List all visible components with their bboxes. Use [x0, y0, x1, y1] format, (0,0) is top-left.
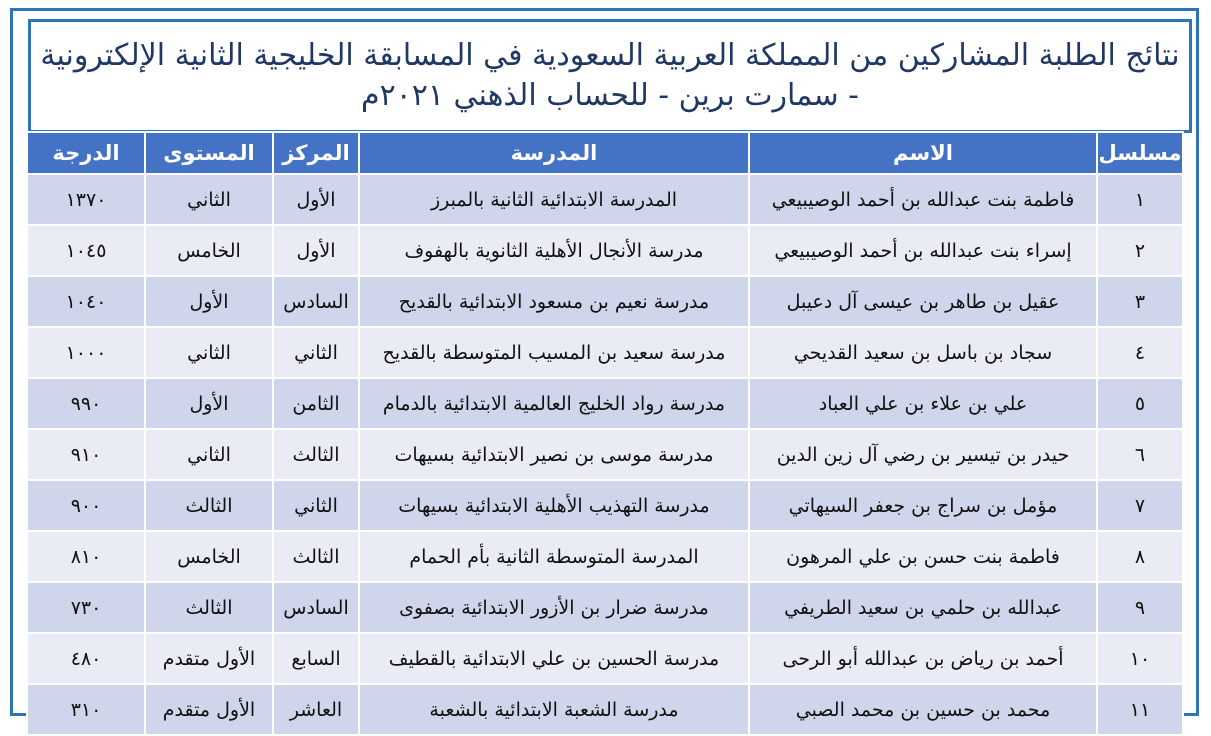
cell-serial: ٣ — [1097, 276, 1183, 327]
cell-rank: الثاني — [273, 327, 359, 378]
cell-level: الخامس — [145, 225, 273, 276]
cell-level: الأول متقدم — [145, 633, 273, 684]
cell-serial: ٥ — [1097, 378, 1183, 429]
cell-score: ١٣٧٠ — [27, 174, 145, 225]
cell-rank: السادس — [273, 582, 359, 633]
cell-rank: الثامن — [273, 378, 359, 429]
header-row — [27, 132, 1183, 174]
cell-name: سجاد بن باسل بن سعيد القديحي — [749, 327, 1097, 378]
table-row — [27, 276, 1183, 327]
header-level: المستوى — [145, 132, 273, 174]
cell-score: ٩٩٠ — [27, 378, 145, 429]
table-row — [27, 327, 1183, 378]
title-line-1: نتائج الطلبة المشاركين من المملكة العربية السعودية في المسابقة الخليجية الثانية الإلكترونية — [40, 38, 1180, 73]
cell-serial: ٤ — [1097, 327, 1183, 378]
table-row — [27, 429, 1183, 480]
cell-name: فاطمة بنت عبدالله بن أحمد الوصيبيعي — [749, 174, 1097, 225]
table-row — [27, 633, 1183, 684]
cell-level: الخامس — [145, 531, 273, 582]
results-table — [26, 131, 1184, 736]
cell-school: مدرسة نعيم بن مسعود الابتدائية بالقديح — [359, 276, 749, 327]
cell-serial: ١١ — [1097, 684, 1183, 735]
cell-score: ٤٨٠ — [27, 633, 145, 684]
cell-score: ٣١٠ — [27, 684, 145, 735]
cell-name: أحمد بن رياض بن عبدالله أبو الرحى — [749, 633, 1097, 684]
cell-serial: ٩ — [1097, 582, 1183, 633]
cell-school: مدرسة سعيد بن المسيب المتوسطة بالقديح — [359, 327, 749, 378]
cell-score: ١٠٤٥ — [27, 225, 145, 276]
cell-rank: الثاني — [273, 480, 359, 531]
cell-name: محمد بن حسين بن محمد الصبي — [749, 684, 1097, 735]
table-row — [27, 684, 1183, 735]
cell-level: الأول — [145, 378, 273, 429]
cell-serial: ١٠ — [1097, 633, 1183, 684]
cell-level: الثاني — [145, 429, 273, 480]
cell-rank: الأول — [273, 225, 359, 276]
cell-serial: ٧ — [1097, 480, 1183, 531]
cell-school: المدرسة الابتدائية الثانية بالمبرز — [359, 174, 749, 225]
cell-school: مدرسة الشعبة الابتدائية بالشعبة — [359, 684, 749, 735]
cell-school: مدرسة ضرار بن الأزور الابتدائية بصفوى — [359, 582, 749, 633]
cell-level: الثالث — [145, 480, 273, 531]
cell-name: مؤمل بن سراج بن جعفر السيهاتي — [749, 480, 1097, 531]
cell-level: الثاني — [145, 174, 273, 225]
cell-level: الثالث — [145, 582, 273, 633]
table-row — [27, 378, 1183, 429]
header-score: الدرجة — [27, 132, 145, 174]
cell-serial: ٦ — [1097, 429, 1183, 480]
cell-rank: السابع — [273, 633, 359, 684]
cell-school: مدرسة الأنجال الأهلية الثانوية بالهفوف — [359, 225, 749, 276]
cell-score: ١٠٠٠ — [27, 327, 145, 378]
cell-score: ١٠٤٠ — [27, 276, 145, 327]
cell-name: إسراء بنت عبدالله بن أحمد الوصيبيعي — [749, 225, 1097, 276]
cell-serial: ٢ — [1097, 225, 1183, 276]
title-box — [28, 19, 1192, 133]
cell-level: الثاني — [145, 327, 273, 378]
table-row — [27, 480, 1183, 531]
cell-school: مدرسة التهذيب الأهلية الابتدائية بسيهات — [359, 480, 749, 531]
cell-score: ٩١٠ — [27, 429, 145, 480]
header-rank: المركز — [273, 132, 359, 174]
cell-school: مدرسة موسى بن نصير الابتدائية بسيهات — [359, 429, 749, 480]
header-school: المدرسة — [359, 132, 749, 174]
cell-serial: ٨ — [1097, 531, 1183, 582]
table-row — [27, 531, 1183, 582]
cell-score: ٧٣٠ — [27, 582, 145, 633]
cell-level: الأول — [145, 276, 273, 327]
cell-rank: العاشر — [273, 684, 359, 735]
header-serial: مسلسل — [1097, 132, 1183, 174]
cell-serial: ١ — [1097, 174, 1183, 225]
cell-score: ٨١٠ — [27, 531, 145, 582]
cell-name: حيدر بن تيسير بن رضي آل زين الدين — [749, 429, 1097, 480]
cell-level: الأول متقدم — [145, 684, 273, 735]
header-name: الاسم — [749, 132, 1097, 174]
cell-rank: الأول — [273, 174, 359, 225]
cell-score: ٩٠٠ — [27, 480, 145, 531]
table-row — [27, 174, 1183, 225]
cell-rank: السادس — [273, 276, 359, 327]
title-line-2: - سمارت برين - للحساب الذهني ٢٠٢١م — [360, 78, 860, 113]
cell-school: المدرسة المتوسطة الثانية بأم الحمام — [359, 531, 749, 582]
table-row — [27, 582, 1183, 633]
cell-school: مدرسة الحسين بن علي الابتدائية بالقطيف — [359, 633, 749, 684]
cell-rank: الثالث — [273, 429, 359, 480]
table-row — [27, 225, 1183, 276]
cell-name: عقيل بن طاهر بن عيسى آل دعيبل — [749, 276, 1097, 327]
cell-school: مدرسة رواد الخليج العالمية الابتدائية بالدمام — [359, 378, 749, 429]
cell-name: فاطمة بنت حسن بن علي المرهون — [749, 531, 1097, 582]
cell-name: علي بن علاء بن علي العباد — [749, 378, 1097, 429]
cell-name: عبدالله بن حلمي بن سعيد الطريفي — [749, 582, 1097, 633]
cell-rank: الثالث — [273, 531, 359, 582]
